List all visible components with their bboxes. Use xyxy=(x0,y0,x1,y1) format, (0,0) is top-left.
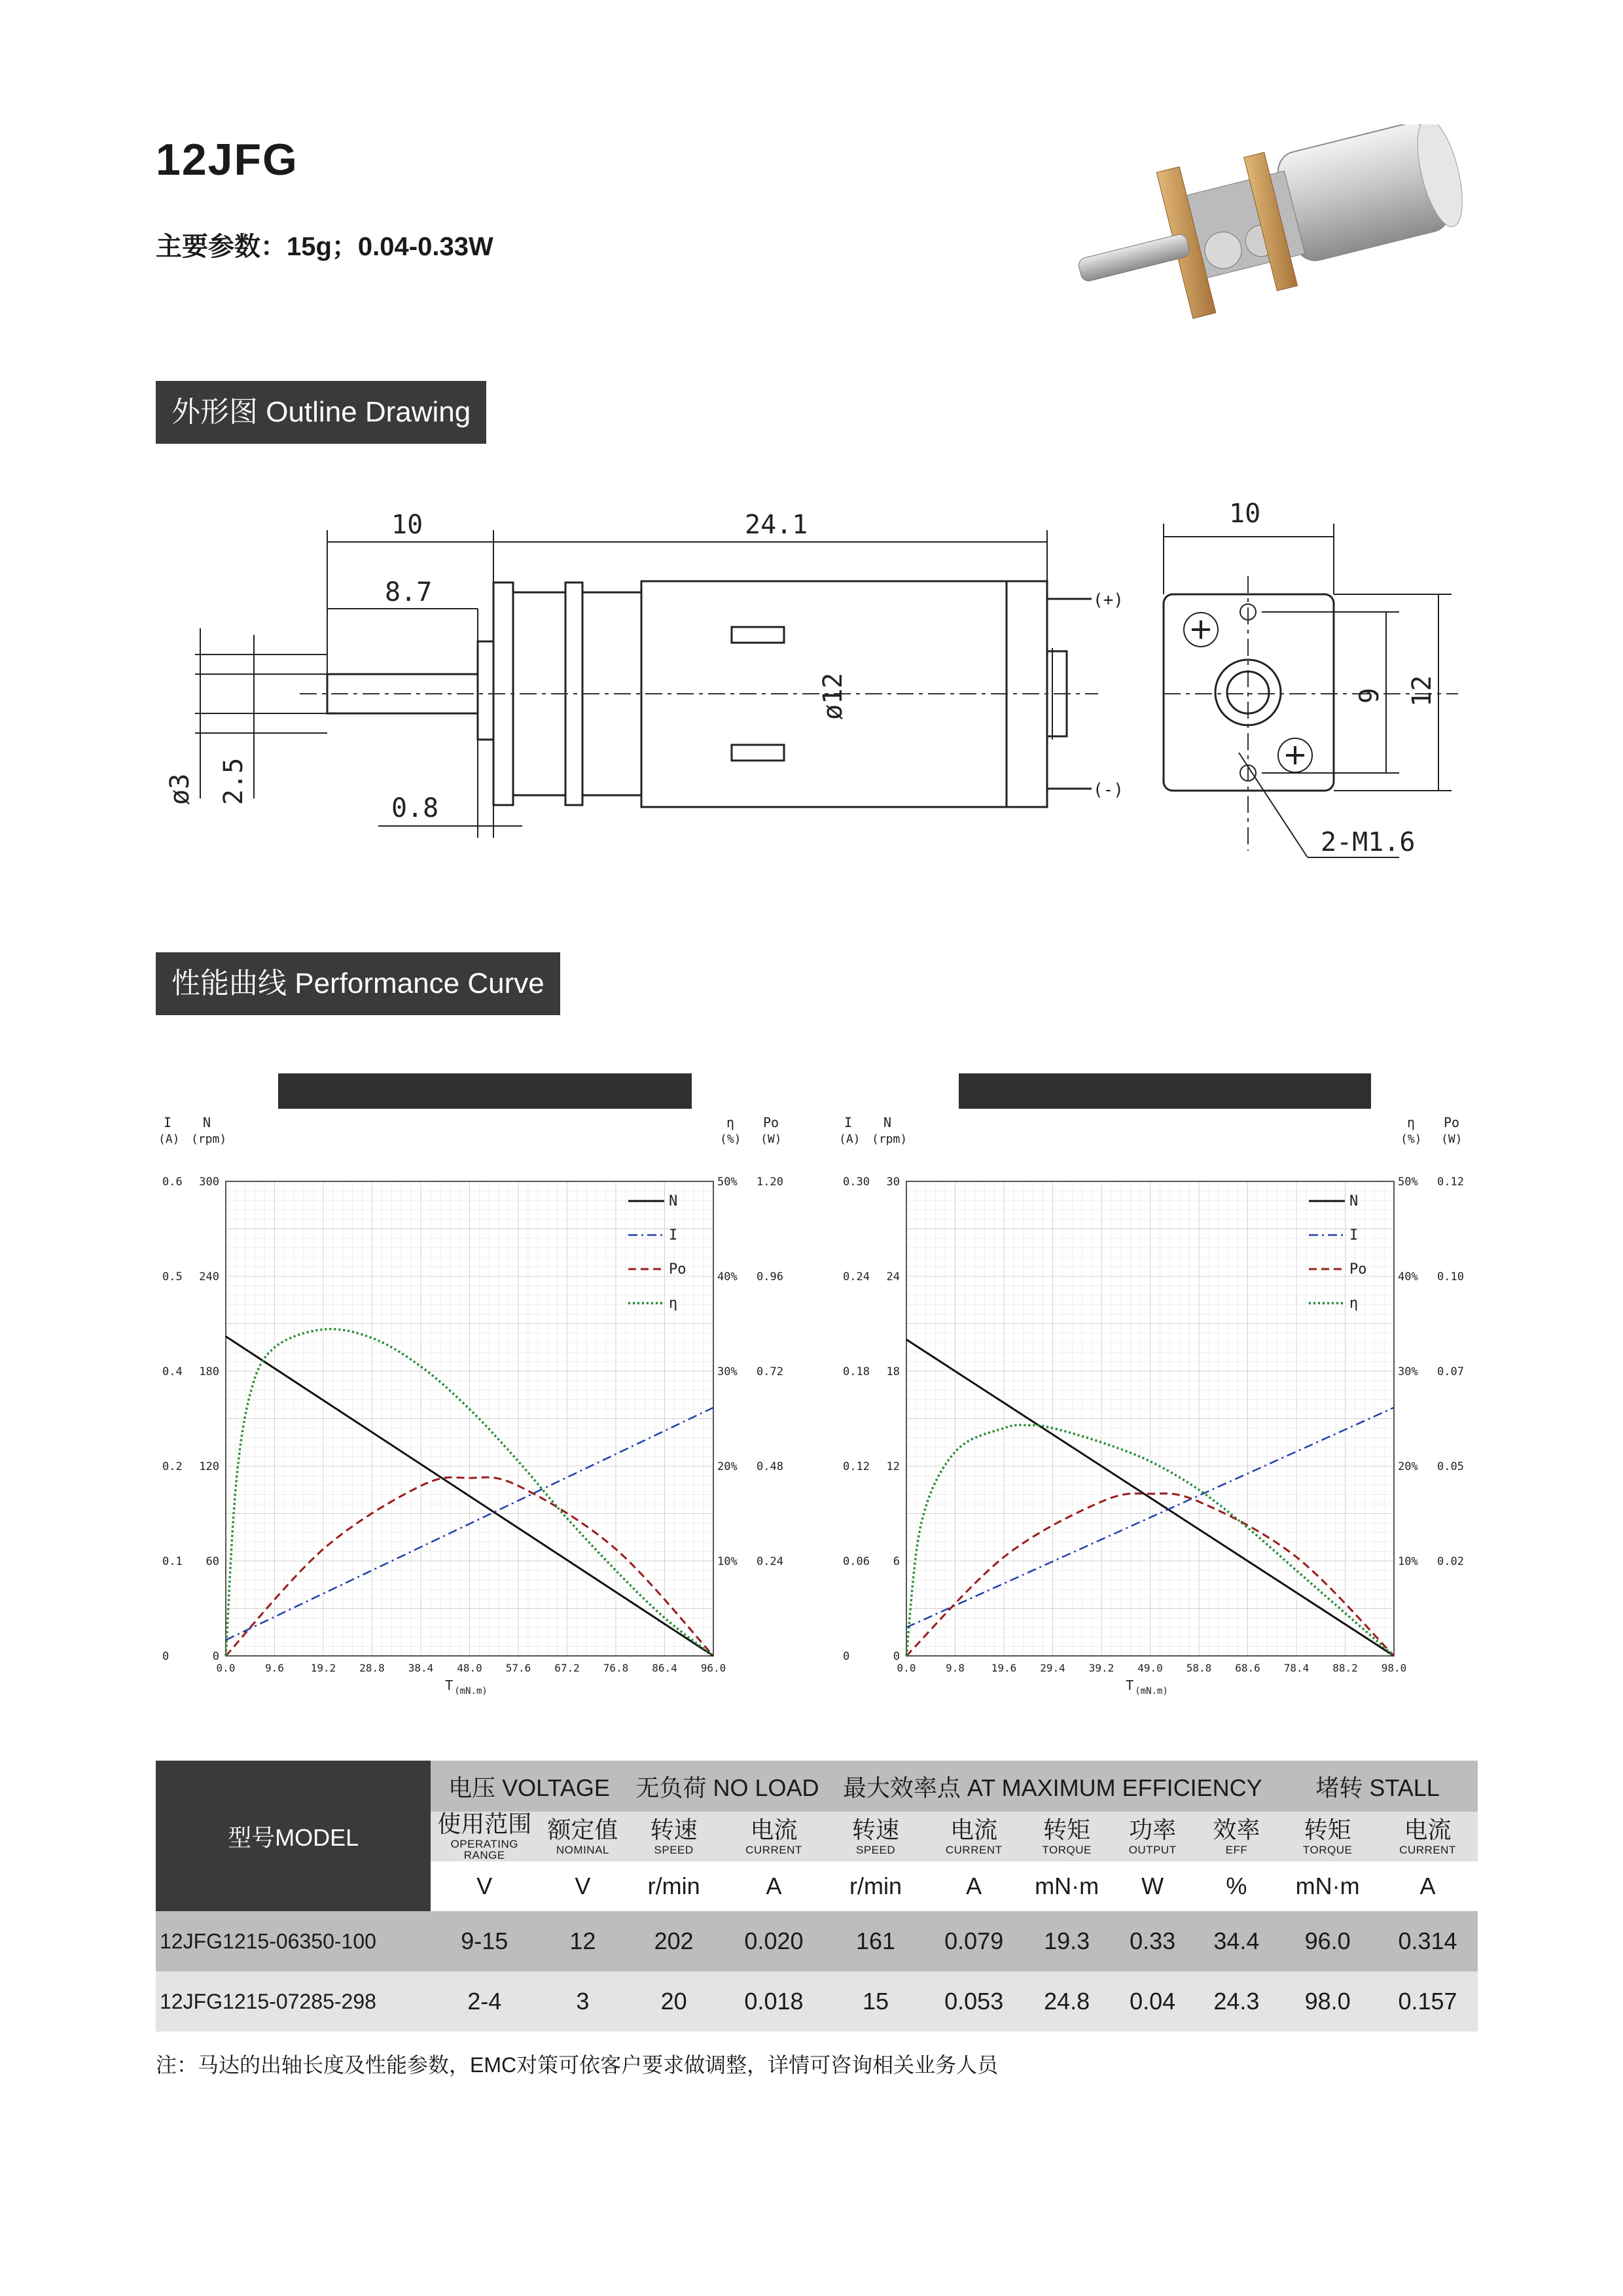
tick-label-eta: 40% xyxy=(1398,1270,1418,1283)
tick-label-x: 67.2 xyxy=(554,1662,580,1674)
sub-header-cell xyxy=(1110,1812,1196,1861)
axis-unit-T: (mN.m) xyxy=(1135,1686,1168,1696)
tick-label-eta: 10% xyxy=(1398,1555,1418,1568)
axis-label-eta: η xyxy=(1407,1115,1416,1130)
model-cell: 12JFG1215-06350-100 xyxy=(160,1929,376,1953)
value-cell: 0.314 xyxy=(1398,1928,1457,1954)
tick-label-N: 120 xyxy=(199,1460,219,1473)
sub-header-cn: 转速 xyxy=(650,1816,698,1843)
tick-label-x: 48.0 xyxy=(457,1662,482,1674)
value-cell: 20 xyxy=(660,1988,687,2015)
legend-label: η xyxy=(669,1295,678,1312)
value-cell: 3 xyxy=(576,1988,590,2015)
plus-terminal-label: (+) xyxy=(1093,590,1124,610)
sub-header-cn: 效率 xyxy=(1213,1816,1260,1843)
unit-cell: V xyxy=(476,1873,493,1899)
tick-label-eta: 50% xyxy=(1398,1175,1418,1189)
axis-label-eta: η xyxy=(726,1115,735,1130)
sub-header-cell xyxy=(1196,1812,1278,1861)
unit-cell: W xyxy=(1141,1873,1164,1899)
axis-unit-T: (mN.m) xyxy=(454,1686,488,1696)
tick-label-Po: 0.24 xyxy=(757,1555,783,1568)
unit-cell: mN·m xyxy=(1035,1873,1099,1899)
table-row xyxy=(156,1971,1478,2032)
axis-unit-I: (A) xyxy=(839,1132,861,1146)
tick-label-eta: 20% xyxy=(717,1460,738,1473)
tick-label-x: 49.0 xyxy=(1137,1662,1163,1674)
front-dim-9: 9 xyxy=(1355,687,1385,704)
front-dim-12: 12 xyxy=(1407,675,1437,707)
tick-label-I: 0.06 xyxy=(843,1555,870,1568)
page-title: 12JFG xyxy=(156,135,298,185)
tick-label-N: 24 xyxy=(886,1270,900,1283)
tick-label-N: 6 xyxy=(893,1555,900,1568)
performance-chart-right xyxy=(831,1113,1486,1702)
dim-d12: ø12 xyxy=(818,672,848,720)
tick-label-N: 18 xyxy=(886,1365,900,1378)
axis-unit-Po: (W) xyxy=(760,1132,782,1146)
tick-label-N: 30 xyxy=(886,1175,900,1189)
axis-label-N: N xyxy=(203,1115,211,1130)
outline-drawing xyxy=(156,484,1491,890)
tick-label-Po: 0.02 xyxy=(1437,1555,1464,1568)
sub-header-en: EFF xyxy=(1225,1843,1248,1856)
legend-label: N xyxy=(669,1193,678,1210)
tick-label-I: 0.4 xyxy=(162,1365,183,1378)
tick-label-I: 0.6 xyxy=(162,1175,183,1189)
tick-label-N: 240 xyxy=(199,1270,219,1283)
tick-label-N: 0 xyxy=(212,1650,219,1663)
tick-label-I: 0.30 xyxy=(843,1175,870,1189)
sub-header-cell xyxy=(1378,1812,1478,1861)
main-parameters: 主要参数：15g；0.04-0.33W xyxy=(156,232,493,261)
legend-label: η xyxy=(1349,1295,1359,1312)
tick-label-I: 0.18 xyxy=(843,1365,870,1378)
tick-label-I: 0.2 xyxy=(162,1460,183,1473)
sub-header-en: TORQUE xyxy=(1042,1843,1092,1856)
section-outline-drawing: 外形图 Outline Drawing xyxy=(156,381,486,444)
value-cell: 0.053 xyxy=(944,1988,1004,2015)
tick-label-N: 180 xyxy=(199,1365,219,1378)
sub-header-cell xyxy=(431,1812,538,1861)
tick-label-x: 19.2 xyxy=(310,1662,336,1674)
sub-header-cn: 电流 xyxy=(750,1816,798,1843)
axis-unit-Po: (W) xyxy=(1441,1132,1463,1146)
sub-header-cn: 额定值 xyxy=(547,1816,618,1843)
spec-table xyxy=(156,1761,1478,2032)
unit-cell: A xyxy=(966,1873,982,1899)
unit-cell: r/min xyxy=(849,1873,902,1899)
value-cell: 0.157 xyxy=(1398,1988,1457,2015)
value-cell: 0.020 xyxy=(744,1928,804,1954)
tick-label-x: 68.6 xyxy=(1235,1662,1260,1674)
sub-header-en: NOMINAL xyxy=(556,1843,609,1856)
tick-label-Po: 0.10 xyxy=(1437,1270,1464,1283)
tick-label-Po: 0.05 xyxy=(1437,1460,1464,1473)
tick-label-N: 12 xyxy=(886,1460,900,1473)
axis-label-Po: Po xyxy=(763,1115,779,1130)
axis-label-T: T xyxy=(445,1677,454,1693)
unit-cell: r/min xyxy=(647,1873,700,1899)
tick-label-x: 38.4 xyxy=(408,1662,434,1674)
unit-cell: V xyxy=(575,1873,591,1899)
tick-label-x: 9.6 xyxy=(265,1662,284,1674)
value-cell: 96.0 xyxy=(1304,1928,1351,1954)
tick-label-Po: 0.07 xyxy=(1437,1365,1464,1378)
tick-label-x: 39.2 xyxy=(1088,1662,1115,1674)
tick-label-I: 0.24 xyxy=(843,1270,870,1283)
legend-label: Po xyxy=(1349,1261,1367,1278)
axis-unit-N: (rpm) xyxy=(191,1132,227,1146)
sub-header-cell xyxy=(721,1812,828,1861)
dim-2-5: 2.5 xyxy=(219,757,249,805)
tick-label-x: 29.4 xyxy=(1040,1662,1065,1674)
value-cell: 0.04 xyxy=(1130,1988,1176,2015)
tick-label-eta: 50% xyxy=(717,1175,738,1189)
motor-product-image xyxy=(1008,124,1505,373)
tick-label-eta: 30% xyxy=(717,1365,738,1378)
sub-header-en: OPERATING RANGE xyxy=(450,1838,518,1861)
sub-header-en: CURRENT xyxy=(1399,1843,1456,1856)
tick-label-N: 0 xyxy=(893,1650,900,1663)
tick-label-x: 98.0 xyxy=(1381,1662,1407,1674)
sub-header-cn: 功率 xyxy=(1129,1816,1177,1843)
axis-unit-I: (A) xyxy=(158,1132,180,1146)
value-cell: 0.079 xyxy=(944,1928,1004,1954)
tick-label-eta: 40% xyxy=(717,1270,738,1283)
value-cell: 2-4 xyxy=(467,1988,502,2015)
legend-label: I xyxy=(1349,1227,1359,1244)
performance-chart-left xyxy=(151,1113,805,1702)
tick-label-eta: 20% xyxy=(1398,1460,1418,1473)
chart-left-title: 12JFG1215-06350-100 12V xyxy=(278,1073,692,1109)
axis-label-I: I xyxy=(844,1115,853,1130)
value-cell: 9-15 xyxy=(461,1928,508,1954)
tick-label-x: 9.8 xyxy=(946,1662,965,1674)
tick-label-eta: 30% xyxy=(1398,1365,1418,1378)
dim-d3: ø3 xyxy=(165,773,195,805)
value-cell: 24.8 xyxy=(1044,1988,1090,2015)
value-cell: 34.4 xyxy=(1213,1928,1260,1954)
table-row xyxy=(156,1911,1478,1971)
sub-header-en: CURRENT xyxy=(745,1843,802,1856)
value-cell: 19.3 xyxy=(1044,1928,1090,1954)
group-maxeff: 最大效率点 AT MAXIMUM EFFICIENCY xyxy=(842,1774,1262,1801)
sub-header-cn: 转速 xyxy=(852,1816,900,1843)
tick-label-I: 0.12 xyxy=(843,1460,870,1473)
axis-label-N: N xyxy=(883,1115,892,1130)
chart-right-title: 12JFG1215-07285-298 3V xyxy=(959,1073,1371,1109)
legend-label: Po xyxy=(669,1261,687,1278)
screw-label: 2-M1.6 xyxy=(1321,827,1416,857)
value-cell: 0.018 xyxy=(744,1988,804,2015)
tick-label-x: 0.0 xyxy=(897,1662,916,1674)
sub-header-en: OUTPUT xyxy=(1128,1843,1177,1856)
sub-header-en: CURRENT xyxy=(945,1843,1003,1856)
tick-label-x: 0.0 xyxy=(216,1662,236,1674)
axis-unit-eta: (%) xyxy=(720,1132,741,1146)
sub-header-cn: 电流 xyxy=(1404,1816,1452,1843)
tick-label-x: 78.4 xyxy=(1283,1662,1310,1674)
axis-label-I: I xyxy=(164,1115,172,1130)
tick-label-x: 58.8 xyxy=(1186,1662,1212,1674)
sub-header-en: SPEED xyxy=(855,1843,896,1856)
value-cell: 202 xyxy=(654,1928,694,1954)
unit-cell: A xyxy=(766,1873,782,1899)
tick-label-x: 88.2 xyxy=(1332,1662,1358,1674)
group-noload: 无负荷 NO LOAD xyxy=(635,1774,819,1801)
tick-label-I: 0.1 xyxy=(162,1555,183,1568)
tick-label-x: 19.6 xyxy=(991,1662,1017,1674)
tick-label-eta: 10% xyxy=(717,1555,738,1568)
tick-label-Po: 0.12 xyxy=(1437,1175,1464,1189)
front-dim-10: 10 xyxy=(1229,499,1261,529)
dim-24-1: 24.1 xyxy=(745,510,808,540)
tick-label-x: 96.0 xyxy=(700,1662,726,1674)
axis-unit-N: (rpm) xyxy=(872,1132,908,1146)
sub-header-en: SPEED xyxy=(654,1843,694,1856)
sub-header-cell xyxy=(1024,1812,1110,1861)
sub-header-cell xyxy=(628,1812,721,1861)
value-cell: 161 xyxy=(856,1928,896,1954)
tick-label-I: 0 xyxy=(843,1650,850,1663)
sub-header-cn: 电流 xyxy=(950,1816,998,1843)
unit-cell: A xyxy=(1419,1873,1436,1899)
tick-label-Po: 0.48 xyxy=(757,1460,783,1473)
sub-header-cell xyxy=(538,1812,627,1861)
legend-label: N xyxy=(1349,1193,1359,1210)
value-cell: 98.0 xyxy=(1304,1988,1351,2015)
tick-label-Po: 0.96 xyxy=(757,1270,783,1283)
unit-cell: % xyxy=(1226,1873,1247,1899)
dim-0-8: 0.8 xyxy=(391,793,439,823)
value-cell: 12 xyxy=(569,1928,596,1954)
tick-label-Po: 0.72 xyxy=(757,1365,783,1378)
dim-10: 10 xyxy=(391,510,423,540)
group-voltage: 电压 VOLTAGE xyxy=(448,1774,610,1801)
value-cell: 15 xyxy=(863,1988,889,2015)
axis-label-Po: Po xyxy=(1444,1115,1460,1130)
sub-header-cn: 转矩 xyxy=(1304,1816,1351,1843)
legend-label: I xyxy=(669,1227,678,1244)
minus-terminal-label: (-) xyxy=(1093,780,1124,800)
model-header: 型号MODEL xyxy=(156,1761,431,1911)
group-stall: 堵转 STALL xyxy=(1315,1774,1440,1801)
axis-unit-eta: (%) xyxy=(1400,1132,1422,1146)
tick-label-x: 76.8 xyxy=(603,1662,629,1674)
value-cell: 24.3 xyxy=(1213,1988,1260,2015)
sub-header-cell xyxy=(1277,1812,1378,1861)
tick-label-Po: 1.20 xyxy=(757,1175,783,1189)
tick-label-x: 57.6 xyxy=(505,1662,531,1674)
section-performance-curve: 性能曲线 Performance Curve xyxy=(156,952,560,1015)
value-cell: 0.33 xyxy=(1130,1928,1176,1954)
tick-label-N: 300 xyxy=(199,1175,219,1189)
tick-label-I: 0 xyxy=(162,1650,169,1663)
axis-label-T: T xyxy=(1126,1677,1134,1693)
sub-header-cn: 使用范围 xyxy=(437,1810,532,1837)
tick-label-I: 0.5 xyxy=(162,1270,183,1283)
tick-label-x: 86.4 xyxy=(652,1662,677,1674)
sub-header-cn: 转矩 xyxy=(1043,1816,1091,1843)
dim-8-7: 8.7 xyxy=(385,577,433,607)
footnote: 注：马达的出轴长度及性能参数，EMC对策可依客户要求做调整，详情可咨询相关业务人员 xyxy=(156,2053,999,2077)
sub-header-cell xyxy=(924,1812,1024,1861)
tick-label-N: 60 xyxy=(205,1555,219,1568)
sub-header-en: TORQUE xyxy=(1302,1843,1353,1856)
model-cell: 12JFG1215-07285-298 xyxy=(160,1989,376,2013)
tick-label-x: 28.8 xyxy=(359,1662,385,1674)
sub-header-cell xyxy=(827,1812,923,1861)
unit-cell: mN·m xyxy=(1295,1873,1360,1899)
